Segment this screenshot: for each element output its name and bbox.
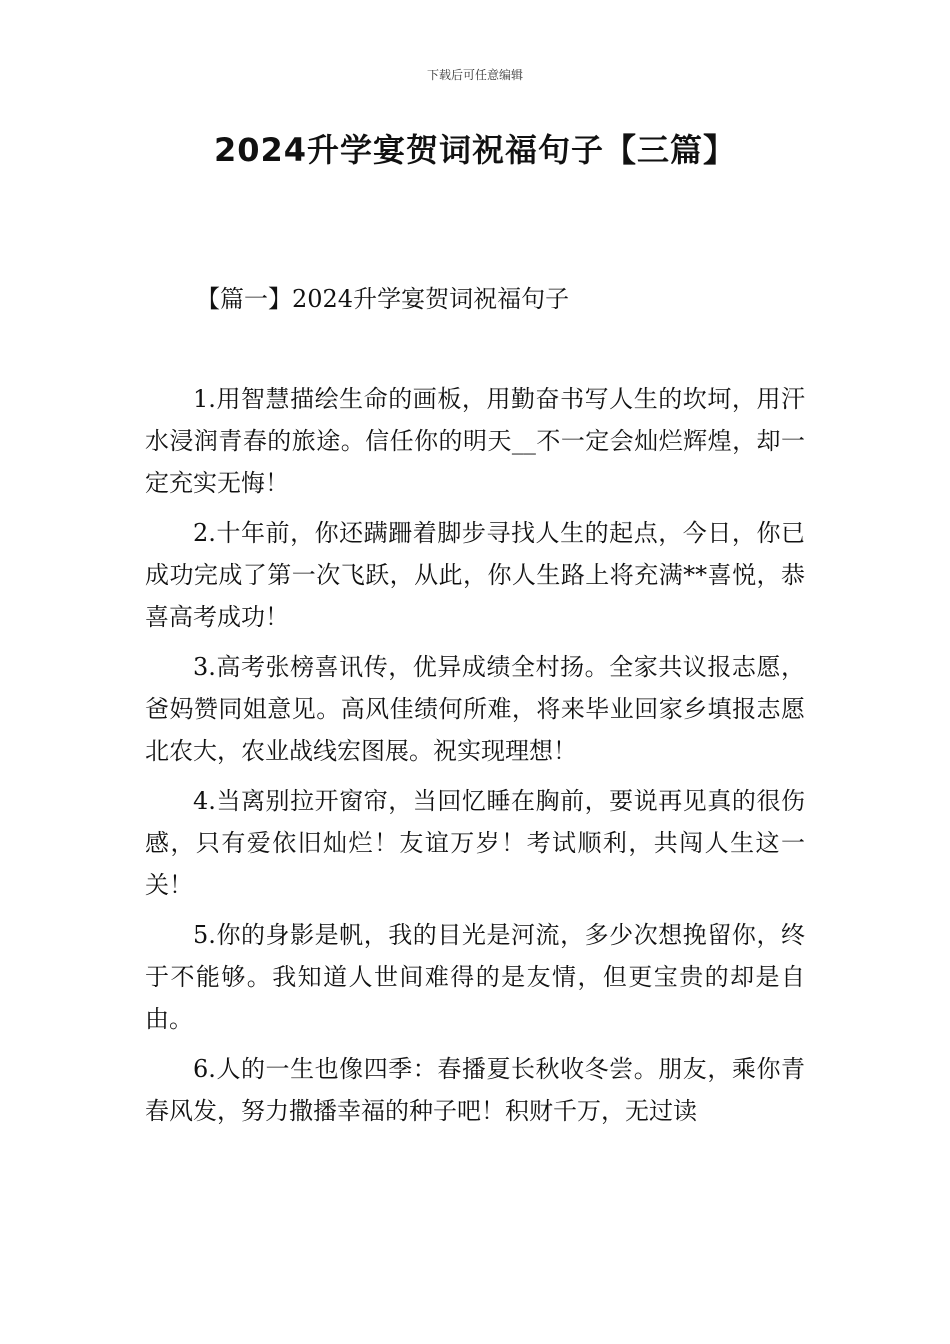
- paragraph: 3.高考张榜喜讯传，优异成绩全村扬。全家共议报志愿，爸妈赞同姐意见。高风佳绩何所难，将来毕业回家乡填报志愿北农大，农业战线宏图展。祝实现理想！: [145, 653, 805, 765]
- section-heading: 【篇一】2024升学宴贺词祝福句子: [196, 285, 570, 313]
- document-body: [145, 378, 805, 1140]
- paragraph: 2.十年前，你还蹒跚着脚步寻找人生的起点，今日，你已成功完成了第一次飞跃，从此，你人生路上将充满**喜悦，恭喜高考成功！: [145, 519, 805, 631]
- header-note: 下载后可任意编辑: [426, 68, 523, 82]
- paragraph: 4.当离别拉开窗帘，当回忆睡在胸前，要说再见真的很伤感，只有爱依旧灿烂！友谊万岁！考试顺利，共闯人生这一关！: [145, 787, 805, 899]
- document-title: 2024升学宴贺词祝福句子【三篇】: [213, 131, 737, 169]
- paragraph: 1.用智慧描绘生命的画板，用勤奋书写人生的坎坷，用汗水浸润青春的旅途。信任你的明天__不一定会灿烂辉煌，却一定充实无悔！: [145, 385, 805, 497]
- paragraph: 6.人的一生也像四季：春播夏长秋收冬尝。朋友，乘你青春风发，努力撒播幸福的种子吧！积财千万，无过读: [145, 1055, 805, 1125]
- paragraph: 5.你的身影是帆，我的目光是河流，多少次想挽留你，终于不能够。我知道人世间难得的是友情，但更宝贵的却是自由。: [145, 921, 805, 1033]
